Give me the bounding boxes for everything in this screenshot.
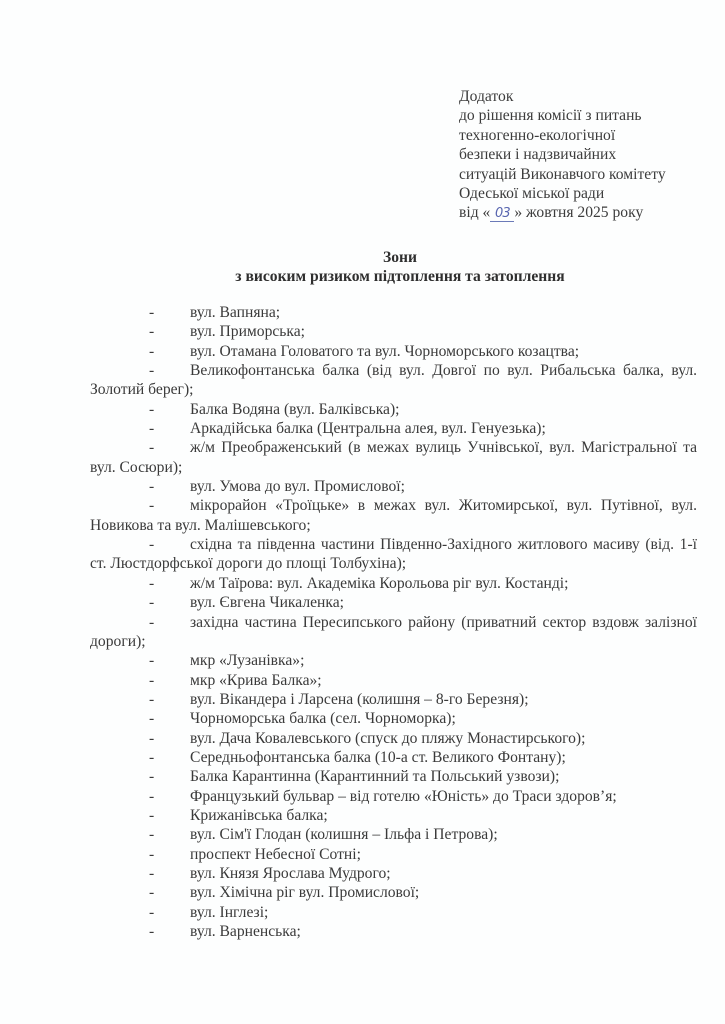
list-item-text: вул. Євгена Чикаленка; bbox=[190, 594, 344, 612]
list-item-text: вул. Приморська; bbox=[190, 323, 306, 341]
list-item-text: вул. Умова до вул. Промислової; bbox=[190, 478, 405, 496]
list-item-text: ж/м Таїрова: вул. Академіка Корольова ріг вул. Костанді; bbox=[190, 574, 569, 592]
list-item bbox=[90, 825, 697, 844]
list-item-text: Французький бульвар – від готелю «Юність» до Траси здоров’я; bbox=[190, 787, 617, 805]
annex-header bbox=[459, 87, 721, 223]
annex-line: безпеки і надзвичайних bbox=[459, 146, 617, 164]
bullet-dash: - bbox=[149, 652, 155, 670]
annex-line: ситуацій Виконавчого комітету bbox=[459, 165, 666, 183]
list-item bbox=[90, 922, 697, 941]
bullet-dash: - bbox=[149, 806, 155, 824]
list-item-text: Балка Водяна (вул. Балківська); bbox=[190, 400, 400, 418]
list-item-text: мікрорайон «Троїцьке» в межах вул. Житомирської, вул. Путівної, вул. Новикова та вул. Малішевського; bbox=[90, 497, 697, 534]
list-item-text: ж/м Преображенський (в межах вулиць Учнівської, вул. Магістральної та вул. Сосюри); bbox=[90, 439, 697, 476]
list-item-text: вул. Хімічна ріг вул. Промислової; bbox=[190, 884, 420, 902]
bullet-dash: - bbox=[149, 574, 155, 592]
annex-date bbox=[459, 203, 721, 222]
list-item bbox=[90, 400, 697, 419]
list-item-text: вул. Інглезі; bbox=[190, 903, 269, 921]
list-item-text: західна частина Пересипського району (приватний сектор вздовж залізної дороги); bbox=[90, 613, 697, 650]
list-item bbox=[90, 767, 697, 786]
date-suffix: » жовтня 2025 року bbox=[514, 204, 644, 222]
bullet-dash: - bbox=[149, 748, 155, 766]
list-item bbox=[90, 342, 697, 361]
bullet-dash: - bbox=[149, 323, 155, 341]
list-item-text: вул. Вікандера і Ларсена (колишня – 8-го Березня); bbox=[190, 690, 529, 708]
list-item bbox=[90, 496, 697, 535]
bullet-dash: - bbox=[149, 671, 155, 689]
list-item bbox=[90, 748, 697, 767]
bullet-dash: - bbox=[149, 400, 155, 418]
list-item-text: мкр «Лузанівка»; bbox=[190, 652, 305, 670]
list-item bbox=[90, 883, 697, 902]
bullet-dash: - bbox=[149, 497, 155, 515]
handwritten-day: 03 bbox=[490, 206, 514, 222]
list-item-text: проспект Небесної Сотні; bbox=[190, 845, 361, 863]
list-item bbox=[90, 303, 697, 322]
bullet-dash: - bbox=[149, 826, 155, 844]
bullet-dash: - bbox=[149, 729, 155, 747]
list-item bbox=[90, 709, 697, 728]
list-item bbox=[90, 806, 697, 825]
bullet-dash: - bbox=[149, 594, 155, 612]
list-item-text: східна та південна частини Південно-Західного житлового масиву (від. 1-ї ст. Люстдорфської дороги до площі Толбухіна); bbox=[90, 536, 697, 573]
bullet-dash: - bbox=[149, 613, 155, 631]
bullet-dash: - bbox=[149, 478, 155, 496]
bullet-dash: - bbox=[149, 903, 155, 921]
bullet-dash: - bbox=[149, 864, 155, 882]
zone-list bbox=[90, 303, 697, 941]
list-item-text: Балка Карантинна (Карантинний та Польський узвози); bbox=[190, 768, 560, 786]
title-line-2: з високим ризиком підтоплення та затоплення bbox=[235, 268, 565, 285]
list-item-text: вул. Сім'ї Глодан (колишня – Ільфа і Петрова); bbox=[190, 826, 498, 844]
list-item bbox=[90, 477, 697, 496]
list-item bbox=[90, 574, 697, 593]
bullet-dash: - bbox=[149, 536, 155, 554]
bullet-dash: - bbox=[149, 690, 155, 708]
annex-line: до рішення комісії з питань bbox=[459, 107, 642, 125]
list-item-text: вул. Князя Ярослава Мудрого; bbox=[190, 864, 391, 882]
list-item-text: вул. Отамана Головатого та вул. Чорноморського козацтва; bbox=[190, 342, 580, 360]
list-item-text: вул. Варненська; bbox=[190, 923, 301, 940]
list-item-text: вул. Дача Ковалевського (спуск до пляжу Монастирського); bbox=[190, 729, 586, 747]
list-item bbox=[90, 535, 697, 574]
bullet-dash: - bbox=[149, 787, 155, 805]
list-item-text: Чорноморська балка (сел. Чорноморка); bbox=[190, 710, 456, 728]
title-line-1: Зони bbox=[383, 249, 417, 266]
list-item bbox=[90, 419, 697, 438]
list-item-text: Великофонтанська балка (від вул. Довгої по вул. Рибальська балка, вул. Золотий берег); bbox=[90, 362, 697, 399]
list-item bbox=[90, 671, 697, 690]
bullet-dash: - bbox=[149, 884, 155, 902]
list-item bbox=[90, 438, 697, 477]
list-item bbox=[90, 729, 697, 748]
list-item bbox=[90, 903, 697, 922]
date-prefix: від « bbox=[459, 204, 491, 222]
bullet-dash: - bbox=[149, 710, 155, 728]
annex-line: техногенно-екологічної bbox=[459, 126, 616, 144]
list-item-text: Середньофонтанська балка (10-а ст. Великого Фонтану); bbox=[190, 748, 566, 766]
list-item-text: Крижанівська балка; bbox=[190, 806, 328, 824]
list-item-text: мкр «Крива Балка»; bbox=[190, 671, 322, 689]
bullet-dash: - bbox=[149, 768, 155, 786]
bullet-dash: - bbox=[149, 439, 155, 457]
bullet-dash: - bbox=[149, 845, 155, 863]
list-item bbox=[90, 361, 697, 400]
bullet-dash: - bbox=[149, 420, 155, 438]
list-item bbox=[90, 690, 697, 709]
annex-line: Одеської міської ради bbox=[459, 185, 605, 203]
annex-line: Додаток bbox=[459, 88, 514, 105]
document-title bbox=[100, 248, 700, 286]
list-item bbox=[90, 593, 697, 612]
list-item bbox=[90, 651, 697, 670]
list-item-text: Аркадійська балка (Центральна алея, вул. Генуезька); bbox=[190, 420, 546, 438]
list-item bbox=[90, 322, 697, 341]
bullet-dash: - bbox=[149, 304, 155, 321]
list-item bbox=[90, 787, 697, 806]
list-item bbox=[90, 613, 697, 652]
list-item-text: вул. Вапняна; bbox=[190, 304, 281, 321]
bullet-dash: - bbox=[149, 342, 155, 360]
list-item bbox=[90, 864, 697, 883]
bullet-dash: - bbox=[149, 362, 155, 380]
list-item bbox=[90, 845, 697, 864]
bullet-dash: - bbox=[149, 923, 155, 940]
